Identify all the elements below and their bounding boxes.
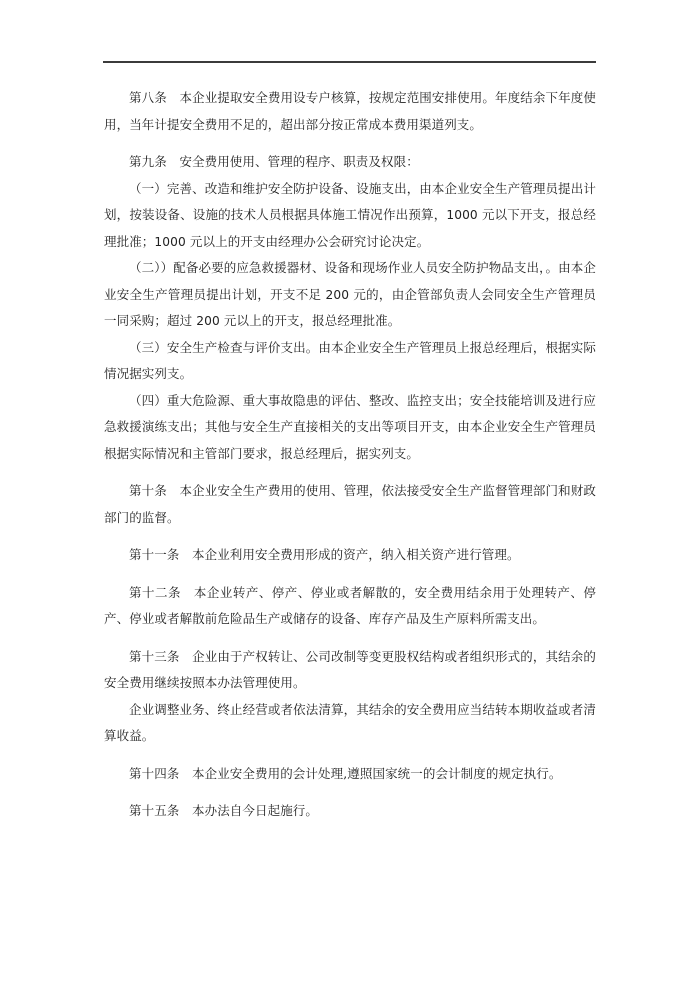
- article-13-paragraph: 第十三条 企业由于产权转让、公司改制等变更股权结构或者组织形式的，其结余的安全费用继续按照本办法管理使用。: [104, 648, 596, 690]
- article-10-paragraph: 第十条 本企业安全生产费用的使用、管理，依法接受安全生产监督管理部门和财政部门的监督。: [104, 483, 596, 525]
- article-15-paragraph: 第十五条 本办法自今日起施行。: [129, 803, 319, 818]
- article-11-paragraph: 第十一条 本企业利用安全费用形成的资产，纳入相关资产进行管理。: [129, 547, 520, 562]
- header-rule: [103, 61, 596, 63]
- article-13-continuation: 企业调整业务、终止经营或者依法清算，其结余的安全费用应当结转本期收益或者清算收益。: [104, 701, 596, 743]
- article-12-paragraph: 第十二条 本企业转产、停产、停业或者解散的，安全费用结余用于处理转产、停产、停业或者解散前危险品生产或储存的设备、库存产品及生产原料所需支出。: [104, 584, 596, 626]
- article-14-paragraph: 第十四条 本企业安全费用的会计处理,遵照国家统一的会计制度的规定执行。: [129, 765, 562, 781]
- article-9-item-2-paragraph: （二））配备必要的应急救援器材、设备和现场作业人员安全防护物品支出，。由本企业安全生产管理员提出计划，开支不足 200 元的，由企管部负责人会同安全生产管理员一同采购；超过 200 元以上的开支，报总经理批准。: [104, 260, 596, 328]
- article-9-item-1-paragraph: （一）完善、改造和维护安全防护设备、设施支出，由本企业安全生产管理员提出计划，按装设备、设施的技术人员根据具体施工情况作出预算，1000 元以下开支，报总经理批准；1000 元以上的开支由经理办公会研究讨论决定。: [104, 180, 596, 249]
- article-9-item-3-paragraph: （三）安全生产检查与评价支出。由本企业安全生产管理员上报总经理后，根据实际情况据实列支。: [104, 339, 596, 381]
- document-body: [104, 85, 596, 825]
- article-9-heading: 第九条 安全费用使用、管理的程序、职责及权限：: [129, 154, 419, 169]
- article-9-item-4-paragraph: （四）重大危险源、重大事故隐患的评估、整改、监控支出；安全技能培训及进行应急救援演练支出；其他与安全生产直接相关的支出等项目开支，由本企业安全生产管理员根据实际情况和主管部门要求，报总经理后，据实列支。: [104, 392, 596, 461]
- article-8-paragraph: 第八条 本企业提取安全费用设专户核算，按规定范围安排使用。年度结余下年度使用，当年计提安全费用不足的，超出部分按正常成本费用渠道列支。: [104, 90, 596, 132]
